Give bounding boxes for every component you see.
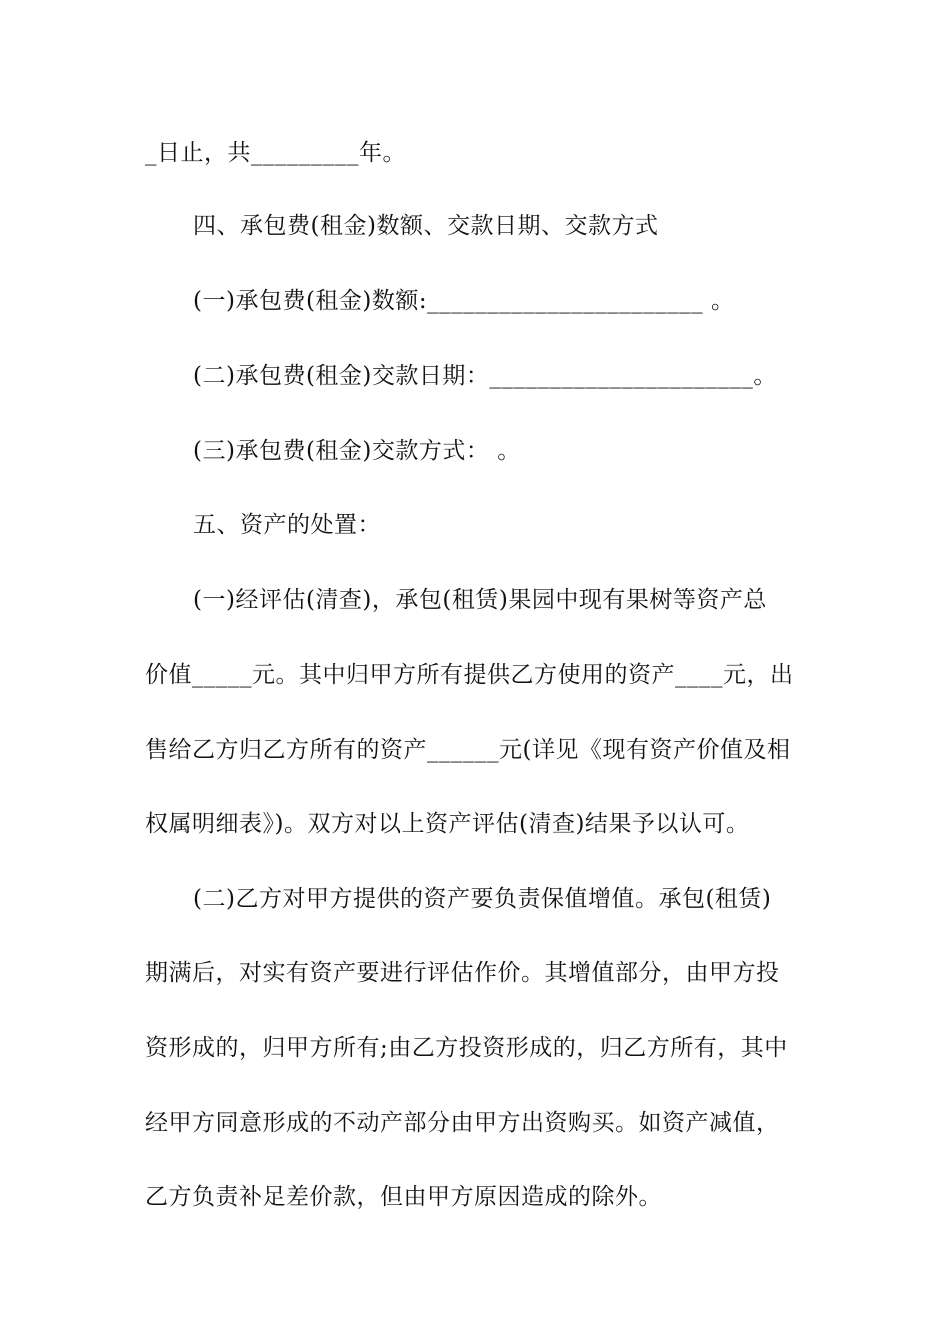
text-line-payment-date: (二)承包费(租金)交款日期：______________________。 xyxy=(193,363,777,389)
paragraph-assets-2-line-3: 资形成的，归甲方所有;由乙方投资形成的，归乙方所有，其中 xyxy=(145,1035,788,1061)
section-heading-fees: 四、承包费(租金)数额、交款日期、交款方式 xyxy=(193,213,659,239)
paragraph-assets-2-line-5: 乙方负责补足差价款，但由甲方原因造成的除外。 xyxy=(145,1184,662,1210)
paragraph-assets-2-line-1: (二)乙方对甲方提供的资产要负责保值增值。承包(租赁) xyxy=(193,886,772,912)
paragraph-assets-2-line-2: 期满后，对实有资产要进行评估作价。其增值部分，由甲方投 xyxy=(145,960,780,986)
section-heading-assets: 五、资产的处置： xyxy=(193,512,381,538)
text-line-term-years: _日止，共_________年。 xyxy=(145,140,406,166)
paragraph-assets-1-line-4: 权属明细表》)。双方对以上资产评估(清查)结果予以认可。 xyxy=(145,811,750,837)
paragraph-assets-2-line-4: 经甲方同意形成的不动产部分由甲方出资购买。如资产减值， xyxy=(145,1110,780,1136)
paragraph-assets-1-line-3: 售给乙方归乙方所有的资产______元(详见《现有资产价值及相 xyxy=(145,737,791,763)
text-line-payment-method: (三)承包费(租金)交款方式： 。 xyxy=(193,438,521,464)
text-line-fee-amount: (一)承包费(租金)数额:_______________________ 。 xyxy=(193,288,735,314)
paragraph-assets-1-line-1: (一)经评估(清查)，承包(租赁)果园中现有果树等资产总 xyxy=(193,587,767,613)
paragraph-assets-1-line-2: 价值_____元。其中归甲方所有提供乙方使用的资产____元，出 xyxy=(145,662,794,688)
